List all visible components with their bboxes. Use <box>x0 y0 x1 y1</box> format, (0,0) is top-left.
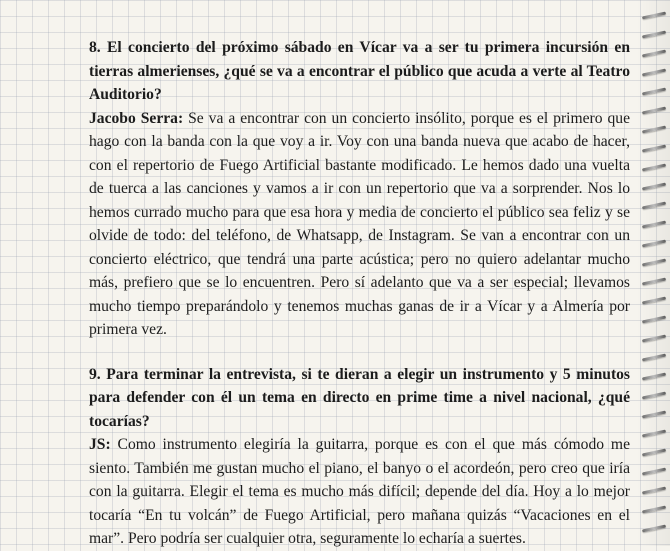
speaker-name: JS: <box>89 436 111 453</box>
spiral-ring <box>642 145 666 153</box>
spiral-ring <box>642 240 666 248</box>
spiral-ring <box>642 88 666 96</box>
spiral-ring <box>642 259 666 267</box>
spiral-ring <box>642 525 666 533</box>
answer-text: Como instrumento elegiría la guitarra, porque es con el que más cómodo me siento. También me gustan mucho el piano, el banyo o el acordeón, pero creo que iría con la guitarra. Elegir el tema es mucho más difícil; depende del día. Hoy a lo mejor tocaría “En tu volcán” de Fuego Artificial, pero mañana quizás “Vacaciones en el mar”. Pero podría ser cualquier otra, seguramente lo echaría a suertes. <box>89 436 630 547</box>
spiral-ring <box>642 297 666 305</box>
spiral-ring <box>642 373 666 381</box>
question-8: 8. El concierto del próximo sábado en Vícar va a ser tu primera incursión en tierras almerienses, ¿qué se va a encontrar el público que acuda a verte al Teatro Auditorio? <box>89 39 630 103</box>
interview-text <box>89 36 630 551</box>
spiral-ring <box>642 487 666 495</box>
spiral-ring <box>642 506 666 514</box>
notebook-spiral-binding <box>636 0 670 546</box>
spiral-ring <box>642 50 666 58</box>
spiral-ring <box>642 392 666 400</box>
spiral-ring <box>642 126 666 134</box>
spiral-ring <box>642 354 666 362</box>
spiral-ring <box>642 430 666 438</box>
spiral-ring <box>642 449 666 457</box>
speaker-name: Jacobo Serra: <box>89 109 184 127</box>
spiral-ring <box>642 69 666 77</box>
question-9: 9. Para terminar la entrevista, si te dieran a elegir un instrumento y 5 minutos para defender con él un tema en directo en prime time a nivel nacional, ¿qué tocarías? <box>89 365 630 430</box>
spiral-ring <box>642 411 666 419</box>
spiral-ring <box>642 12 666 20</box>
spiral-ring <box>642 107 666 115</box>
spiral-ring <box>642 202 666 210</box>
interview-item-8 <box>89 36 630 342</box>
spiral-ring <box>642 183 666 191</box>
spiral-ring <box>642 335 666 343</box>
spiral-ring <box>642 316 666 324</box>
answer-text: Se va a encontrar con un concierto insólito, porque es el primero que hago con la banda con la que voy a ir. Voy con una banda nueva que acabo de hacer, con el repertorio de Fuego Artificial bastante modificado. Le hemos dado una vuelta de tuerca a las canciones y vamos a ir con un repertorio que va a sorprender. Nos lo hemos currado mucho para que esa hora y media de concierto el público sea feliz y se olvide de todo: del teléfono, de Whatsapp, de Instagram. Se van a encontrar con un concierto eléctrico, que tendrá una parte acústica; pero no quiero adelantar mucho más, prefiero que se lo encuentren. Pero sí adelanto que va a ser especial; llevamos mucho tiempo preparándolo y tenemos muchas ganas de ir a Vícar y a Almería por primera vez. <box>89 109 630 338</box>
answer-9 <box>89 433 630 551</box>
spiral-ring <box>642 468 666 476</box>
spiral-ring <box>642 221 666 229</box>
spiral-ring <box>642 278 666 286</box>
answer-8 <box>89 107 630 342</box>
spiral-ring <box>642 164 666 172</box>
interview-item-9 <box>89 363 630 551</box>
spiral-ring <box>642 31 666 39</box>
